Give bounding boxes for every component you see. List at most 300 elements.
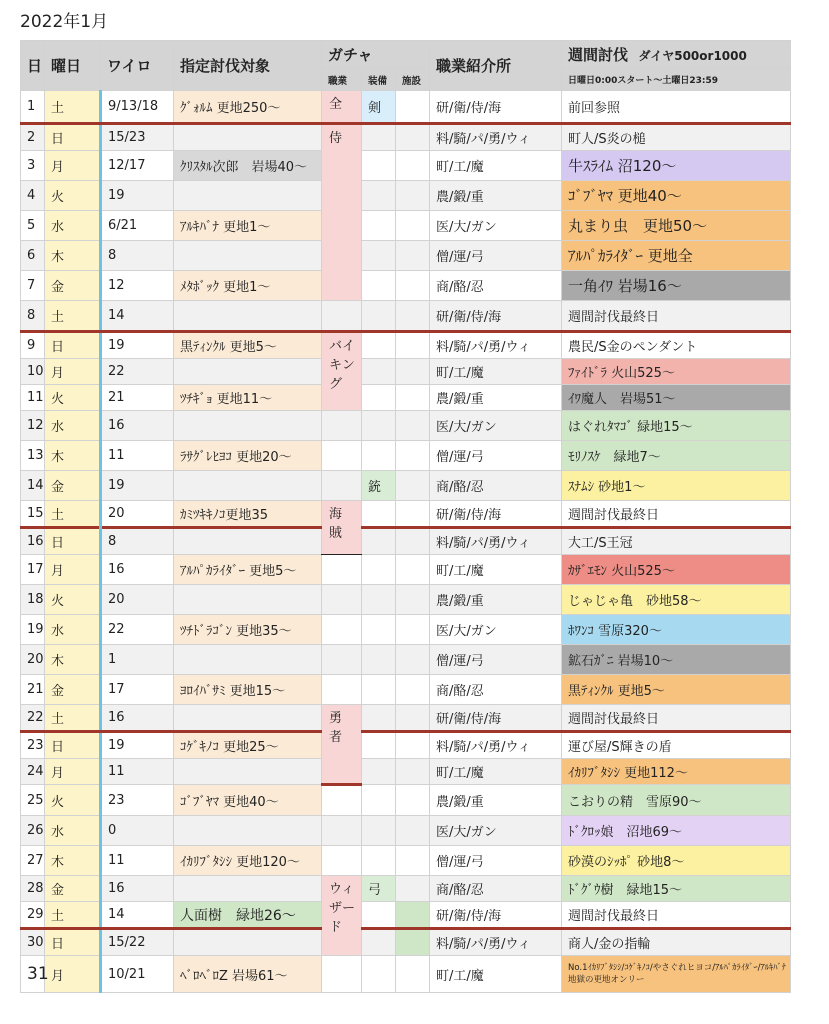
gacha-equip-cell	[362, 732, 396, 759]
gacha-facility-cell	[396, 846, 430, 876]
gacha-equip-cell	[362, 759, 396, 785]
shokai-cell: 研/衛/侍/海	[430, 705, 562, 732]
gacha-job-cell: 勇 者	[322, 705, 362, 785]
day-cell: 9	[21, 332, 45, 359]
day-cell: 25	[21, 785, 45, 816]
wairo-cell: 19	[101, 471, 174, 501]
wairo-cell: 20	[101, 585, 174, 615]
day-cell: 31	[21, 956, 45, 993]
day-cell: 3	[21, 151, 45, 181]
table-row	[21, 181, 791, 211]
gacha-equip-cell	[362, 332, 396, 359]
table-row	[21, 615, 791, 645]
weekday-cell: 金	[45, 675, 101, 705]
gacha-equip-cell	[362, 271, 396, 301]
weekday-cell: 日	[45, 929, 101, 956]
table-row	[21, 785, 791, 816]
gacha-job-cell: 海 賊	[322, 501, 362, 555]
target-cell: ﾖﾛｲﾊﾞｻﾐ 更地15～	[174, 675, 322, 705]
wairo-cell: 12/17	[101, 151, 174, 181]
day-cell: 7	[21, 271, 45, 301]
weekly-cell: 町人/S炎の槌	[562, 124, 791, 151]
target-cell	[174, 876, 322, 902]
weekday-cell: 日	[45, 332, 101, 359]
col-dow: 曜日	[45, 41, 101, 91]
day-cell: 15	[21, 501, 45, 528]
shokai-cell: 町/工/魔	[430, 359, 562, 385]
col-gacha-equip: 装備	[362, 69, 396, 91]
col-day: 日	[21, 41, 45, 91]
weekly-label: 週間討伐	[568, 46, 629, 64]
wairo-cell: 16	[101, 411, 174, 441]
weekday-cell: 木	[45, 441, 101, 471]
weekday-cell: 火	[45, 785, 101, 816]
schedule-sheet	[20, 40, 790, 993]
target-cell	[174, 471, 322, 501]
day-cell: 10	[21, 359, 45, 385]
page-title: 2022年1月	[20, 12, 109, 32]
target-cell	[174, 929, 322, 956]
weekly-note: ダイヤ500or1000	[638, 49, 747, 63]
day-cell: 24	[21, 759, 45, 785]
wairo-cell: 15/22	[101, 929, 174, 956]
col-gacha-job: 職業	[322, 69, 362, 91]
weekly-cell: はぐれﾀﾏｺﾞ 緑地15～	[562, 411, 791, 441]
shokai-cell: 農/鍛/重	[430, 785, 562, 816]
table-row	[21, 359, 791, 385]
gacha-facility-cell	[396, 876, 430, 902]
gacha-facility-cell	[396, 91, 430, 124]
gacha-job-cell	[322, 441, 362, 471]
weekly-cell: 大工/S王冠	[562, 528, 791, 555]
table-row	[21, 151, 791, 181]
table-row	[21, 211, 791, 241]
day-cell: 28	[21, 876, 45, 902]
wairo-cell: 1	[101, 645, 174, 675]
gacha-equip-cell	[362, 385, 396, 411]
table-row	[21, 124, 791, 151]
gacha-facility-cell	[396, 902, 430, 929]
gacha-facility-cell	[396, 645, 430, 675]
day-cell: 14	[21, 471, 45, 501]
weekly-cell: 週間討伐最終日	[562, 902, 791, 929]
day-cell: 5	[21, 211, 45, 241]
table-row	[21, 902, 791, 929]
shokai-cell: 料/騎/パ/勇/ウィ	[430, 929, 562, 956]
target-cell	[174, 645, 322, 675]
table-row	[21, 675, 791, 705]
gacha-job-cell: 全	[322, 91, 362, 124]
gacha-equip-cell	[362, 645, 396, 675]
weekly-cell: 一角ｲﾜ 岩場16～	[562, 271, 791, 301]
gacha-facility-cell	[396, 211, 430, 241]
day-cell: 23	[21, 732, 45, 759]
weekday-cell: 日	[45, 528, 101, 555]
weekday-cell: 月	[45, 555, 101, 585]
wairo-cell: 9/13/18	[101, 91, 174, 124]
gacha-equip-cell: 銃	[362, 471, 396, 501]
weekly-period: 日曜日0:00スタート～土曜日23:59	[562, 69, 791, 91]
day-cell: 18	[21, 585, 45, 615]
shokai-cell: 町/工/魔	[430, 555, 562, 585]
weekly-cell: 黒ﾃｨﾝｸﾙ 更地5～	[562, 675, 791, 705]
gacha-equip-cell	[362, 124, 396, 151]
table-row	[21, 411, 791, 441]
weekday-cell: 水	[45, 411, 101, 441]
shokai-cell: 料/騎/パ/勇/ウィ	[430, 732, 562, 759]
gacha-facility-cell	[396, 785, 430, 816]
gacha-facility-cell	[396, 271, 430, 301]
day-cell: 6	[21, 241, 45, 271]
target-cell	[174, 705, 322, 732]
weekly-cell: No.1ｲｶﾘﾌﾞﾀｼｼ/ｺｹﾞｷﾉｺ/やさぐれヒヨコ/ｱﾙﾊﾟｶﾗｲﾀﾞｰ/ｱﾙｷﾊﾞﾅ地獄の更地オンリー	[562, 956, 791, 993]
day-cell: 30	[21, 929, 45, 956]
gacha-equip-cell	[362, 181, 396, 211]
target-cell	[174, 301, 322, 332]
day-cell: 29	[21, 902, 45, 929]
gacha-job-cell	[322, 846, 362, 876]
table-row	[21, 732, 791, 759]
gacha-job-cell	[322, 471, 362, 501]
gacha-facility-cell	[396, 181, 430, 211]
day-cell: 20	[21, 645, 45, 675]
wairo-cell: 22	[101, 615, 174, 645]
shokai-cell: 僧/運/弓	[430, 846, 562, 876]
day-cell: 16	[21, 528, 45, 555]
weekday-cell: 火	[45, 181, 101, 211]
shokai-cell: 商/酪/忍	[430, 876, 562, 902]
weekday-cell: 土	[45, 501, 101, 528]
wairo-cell: 8	[101, 528, 174, 555]
gacha-equip-cell	[362, 956, 396, 993]
target-cell: ﾗｻｸﾞﾚﾋﾖｺ 更地20～	[174, 441, 322, 471]
day-cell: 1	[21, 91, 45, 124]
gacha-equip-cell	[362, 441, 396, 471]
target-cell: 人面樹 緑地26～	[174, 902, 322, 929]
weekly-cell: ｲｶﾘﾌﾞﾀｼｼ 更地112～	[562, 759, 791, 785]
header-row	[21, 41, 791, 69]
gacha-equip-cell	[362, 411, 396, 441]
gacha-job-cell	[322, 411, 362, 441]
gacha-facility-cell	[396, 675, 430, 705]
table-row	[21, 528, 791, 555]
wairo-cell: 15/23	[101, 124, 174, 151]
wairo-cell: 16	[101, 876, 174, 902]
gacha-equip-cell	[362, 785, 396, 816]
gacha-equip-cell: 弓	[362, 876, 396, 902]
gacha-equip-cell	[362, 615, 396, 645]
gacha-facility-cell	[396, 956, 430, 993]
table-row	[21, 956, 791, 993]
weekday-cell: 金	[45, 271, 101, 301]
weekly-cell: ｽﾅﾑｼ 砂地1～	[562, 471, 791, 501]
weekday-cell: 木	[45, 645, 101, 675]
weekly-cell: 週間討伐最終日	[562, 705, 791, 732]
weekday-cell: 土	[45, 301, 101, 332]
table-row	[21, 759, 791, 785]
day-cell: 17	[21, 555, 45, 585]
col-gacha-facility: 施設	[396, 69, 430, 91]
target-cell: ｱﾙﾊﾟｶﾗｲﾀﾞｰ 更地5～	[174, 555, 322, 585]
table-row	[21, 876, 791, 902]
wairo-cell: 11	[101, 759, 174, 785]
weekly-cell: 商人/金の指輪	[562, 929, 791, 956]
target-cell: ﾂﾁｷﾞｮ 更地11～	[174, 385, 322, 411]
target-cell	[174, 124, 322, 151]
wairo-cell: 21	[101, 385, 174, 411]
weekly-cell: じゃじゃ亀 砂地58～	[562, 585, 791, 615]
wairo-cell: 10/21	[101, 956, 174, 993]
shokai-cell: 医/大/ガン	[430, 211, 562, 241]
wairo-cell: 11	[101, 441, 174, 471]
wairo-cell: 14	[101, 902, 174, 929]
gacha-job-cell	[322, 675, 362, 705]
table-row	[21, 91, 791, 124]
weekly-cell: ｺﾞﾌﾞﾔﾏ 更地40～	[562, 181, 791, 211]
day-cell: 4	[21, 181, 45, 211]
gacha-facility-cell	[396, 555, 430, 585]
gacha-job-cell	[322, 555, 362, 585]
col-wairo: ワイロ	[101, 41, 174, 91]
weekly-cell: ﾎﾜﾝｺ 雪原320～	[562, 615, 791, 645]
gacha-facility-cell	[396, 816, 430, 846]
shokai-cell: 料/騎/パ/勇/ウィ	[430, 124, 562, 151]
day-cell: 19	[21, 615, 45, 645]
gacha-facility-cell	[396, 441, 430, 471]
target-cell: ﾂﾁﾄﾞﾗｺﾞﾝ 更地35～	[174, 615, 322, 645]
weekday-cell: 土	[45, 91, 101, 124]
weekly-cell: 農民/S金のペンダント	[562, 332, 791, 359]
shokai-cell: 研/衛/侍/海	[430, 301, 562, 332]
wairo-cell: 8	[101, 241, 174, 271]
gacha-equip-cell	[362, 902, 396, 929]
table-row	[21, 241, 791, 271]
gacha-equip-cell: 剣	[362, 91, 396, 124]
target-cell: ｲｶﾘﾌﾞﾀｼｼ 更地120～	[174, 846, 322, 876]
target-cell: 黒ﾃｨﾝｸﾙ 更地5～	[174, 332, 322, 359]
target-cell	[174, 759, 322, 785]
gacha-job-cell	[322, 301, 362, 332]
day-cell: 11	[21, 385, 45, 411]
day-cell: 13	[21, 441, 45, 471]
shokai-cell: 僧/運/弓	[430, 645, 562, 675]
table-row	[21, 271, 791, 301]
table-row	[21, 846, 791, 876]
shokai-cell: 研/衛/侍/海	[430, 91, 562, 124]
shokai-cell: 研/衛/侍/海	[430, 902, 562, 929]
weekday-cell: 金	[45, 471, 101, 501]
weekly-cell: ｶｻﾞｴﾓﾝ 火山525～	[562, 555, 791, 585]
gacha-facility-cell	[396, 759, 430, 785]
day-cell: 12	[21, 411, 45, 441]
day-cell: 21	[21, 675, 45, 705]
shokai-cell: 農/鍛/重	[430, 385, 562, 411]
col-weekly	[562, 41, 791, 69]
gacha-job-cell: バイ キン グ	[322, 332, 362, 411]
shokai-cell: 料/騎/パ/勇/ウィ	[430, 332, 562, 359]
wairo-cell: 17	[101, 675, 174, 705]
col-target: 指定討伐対象	[174, 41, 322, 91]
table-row	[21, 441, 791, 471]
weekday-cell: 火	[45, 385, 101, 411]
wairo-cell: 19	[101, 332, 174, 359]
table-row	[21, 555, 791, 585]
table-row	[21, 332, 791, 359]
col-gacha: ガチャ	[322, 41, 430, 69]
target-cell	[174, 411, 322, 441]
weekly-cell: ﾓﾘﾉｽｹ 緑地7～	[562, 441, 791, 471]
gacha-facility-cell	[396, 585, 430, 615]
target-cell: ｱﾙｷﾊﾞﾅ 更地1～	[174, 211, 322, 241]
gacha-facility-cell	[396, 705, 430, 732]
wairo-cell: 16	[101, 705, 174, 732]
target-cell	[174, 359, 322, 385]
weekday-cell: 日	[45, 124, 101, 151]
weekly-cell: ﾄﾞｸﾛｯ娘 沼地69～	[562, 816, 791, 846]
table-row	[21, 301, 791, 332]
gacha-equip-cell	[362, 846, 396, 876]
gacha-equip-cell	[362, 555, 396, 585]
shokai-cell: 医/大/ガン	[430, 816, 562, 846]
gacha-facility-cell	[396, 732, 430, 759]
target-cell	[174, 528, 322, 555]
shokai-cell: 町/工/魔	[430, 759, 562, 785]
gacha-equip-cell	[362, 929, 396, 956]
wairo-cell: 6/21	[101, 211, 174, 241]
table-row	[21, 645, 791, 675]
gacha-facility-cell	[396, 501, 430, 528]
wairo-cell: 14	[101, 301, 174, 332]
gacha-facility-cell	[396, 929, 430, 956]
gacha-job-cell: ウィ ザー ド	[322, 876, 362, 956]
weekly-cell: 週間討伐最終日	[562, 501, 791, 528]
shokai-cell: 町/工/魔	[430, 151, 562, 181]
table-row	[21, 385, 791, 411]
gacha-facility-cell	[396, 124, 430, 151]
wairo-cell: 22	[101, 359, 174, 385]
table-row	[21, 929, 791, 956]
weekday-cell: 土	[45, 705, 101, 732]
gacha-job-cell	[322, 785, 362, 816]
target-cell: ｶﾐﾂｷｷﾉｺ更地35	[174, 501, 322, 528]
target-cell: ｺﾞﾌﾞﾔﾏ 更地40～	[174, 785, 322, 816]
target-cell: ｸﾘｽﾀﾙ次郎 岩場40～	[174, 151, 322, 181]
target-cell	[174, 585, 322, 615]
wairo-cell: 12	[101, 271, 174, 301]
table-row	[21, 816, 791, 846]
wairo-cell: 19	[101, 732, 174, 759]
schedule-body	[21, 91, 791, 993]
weekday-cell: 火	[45, 585, 101, 615]
weekly-cell: ｲﾜ魔人 岩場51～	[562, 385, 791, 411]
shokai-cell: 僧/運/弓	[430, 441, 562, 471]
col-shokai: 職業紹介所	[430, 41, 562, 91]
table-row	[21, 471, 791, 501]
weekly-cell: こおりの精 雪原90～	[562, 785, 791, 816]
gacha-facility-cell	[396, 241, 430, 271]
table-row	[21, 501, 791, 528]
shokai-cell: 医/大/ガン	[430, 615, 562, 645]
gacha-facility-cell	[396, 359, 430, 385]
weekday-cell: 金	[45, 876, 101, 902]
shokai-cell: 町/工/魔	[430, 956, 562, 993]
gacha-facility-cell	[396, 151, 430, 181]
target-cell: ｸﾞｫﾙﾑ 更地250～	[174, 91, 322, 124]
target-cell	[174, 816, 322, 846]
shokai-cell: 農/鍛/重	[430, 585, 562, 615]
gacha-job-cell	[322, 615, 362, 645]
wairo-cell: 0	[101, 816, 174, 846]
shokai-cell: 医/大/ガン	[430, 411, 562, 441]
day-cell: 2	[21, 124, 45, 151]
gacha-equip-cell	[362, 151, 396, 181]
gacha-facility-cell	[396, 385, 430, 411]
gacha-job-cell	[322, 956, 362, 993]
weekly-cell: 鉱石ｶﾞﾆ 岩場10～	[562, 645, 791, 675]
weekday-cell: 木	[45, 846, 101, 876]
shokai-cell: 研/衛/侍/海	[430, 501, 562, 528]
target-cell: ﾍﾞﾛﾍﾞﾛZ 岩場61～	[174, 956, 322, 993]
target-cell	[174, 241, 322, 271]
wairo-cell: 23	[101, 785, 174, 816]
weekly-cell: 砂漠のｼｯﾎﾟ 砂地8～	[562, 846, 791, 876]
weekday-cell: 月	[45, 359, 101, 385]
gacha-equip-cell	[362, 359, 396, 385]
weekday-cell: 木	[45, 241, 101, 271]
target-cell: ｺｹﾞｷﾉｺ 更地25～	[174, 732, 322, 759]
gacha-facility-cell	[396, 471, 430, 501]
day-cell: 22	[21, 705, 45, 732]
gacha-job-cell	[322, 585, 362, 615]
wairo-cell: 19	[101, 181, 174, 211]
weekday-cell: 水	[45, 615, 101, 645]
wairo-cell: 20	[101, 501, 174, 528]
target-cell: ﾒﾀﾎﾞｯｸ 更地1～	[174, 271, 322, 301]
gacha-job-cell	[322, 816, 362, 846]
weekly-cell: ﾌｧｲﾄﾞﾗ 火山525～	[562, 359, 791, 385]
shokai-cell: 商/酪/忍	[430, 271, 562, 301]
gacha-facility-cell	[396, 411, 430, 441]
table-row	[21, 705, 791, 732]
shokai-cell: 農/鍛/重	[430, 181, 562, 211]
weekday-cell: 水	[45, 211, 101, 241]
gacha-equip-cell	[362, 528, 396, 555]
weekday-cell: 日	[45, 732, 101, 759]
wairo-cell: 11	[101, 846, 174, 876]
weekly-cell: 運び屋/S輝きの盾	[562, 732, 791, 759]
gacha-equip-cell	[362, 705, 396, 732]
day-cell: 26	[21, 816, 45, 846]
day-cell: 27	[21, 846, 45, 876]
shokai-cell: 料/騎/パ/勇/ウィ	[430, 528, 562, 555]
gacha-facility-cell	[396, 615, 430, 645]
schedule-table	[20, 40, 791, 993]
gacha-equip-cell	[362, 211, 396, 241]
gacha-equip-cell	[362, 675, 396, 705]
shokai-cell: 商/酪/忍	[430, 471, 562, 501]
weekday-cell: 月	[45, 151, 101, 181]
shokai-cell: 僧/運/弓	[430, 241, 562, 271]
shokai-cell: 商/酪/忍	[430, 675, 562, 705]
target-cell	[174, 181, 322, 211]
weekday-cell: 水	[45, 816, 101, 846]
weekly-cell: ﾄﾞｸﾞｳ樹 緑地15～	[562, 876, 791, 902]
gacha-equip-cell	[362, 585, 396, 615]
weekday-cell: 月	[45, 759, 101, 785]
gacha-equip-cell	[362, 501, 396, 528]
gacha-job-cell	[322, 645, 362, 675]
gacha-job-cell: 侍	[322, 124, 362, 301]
